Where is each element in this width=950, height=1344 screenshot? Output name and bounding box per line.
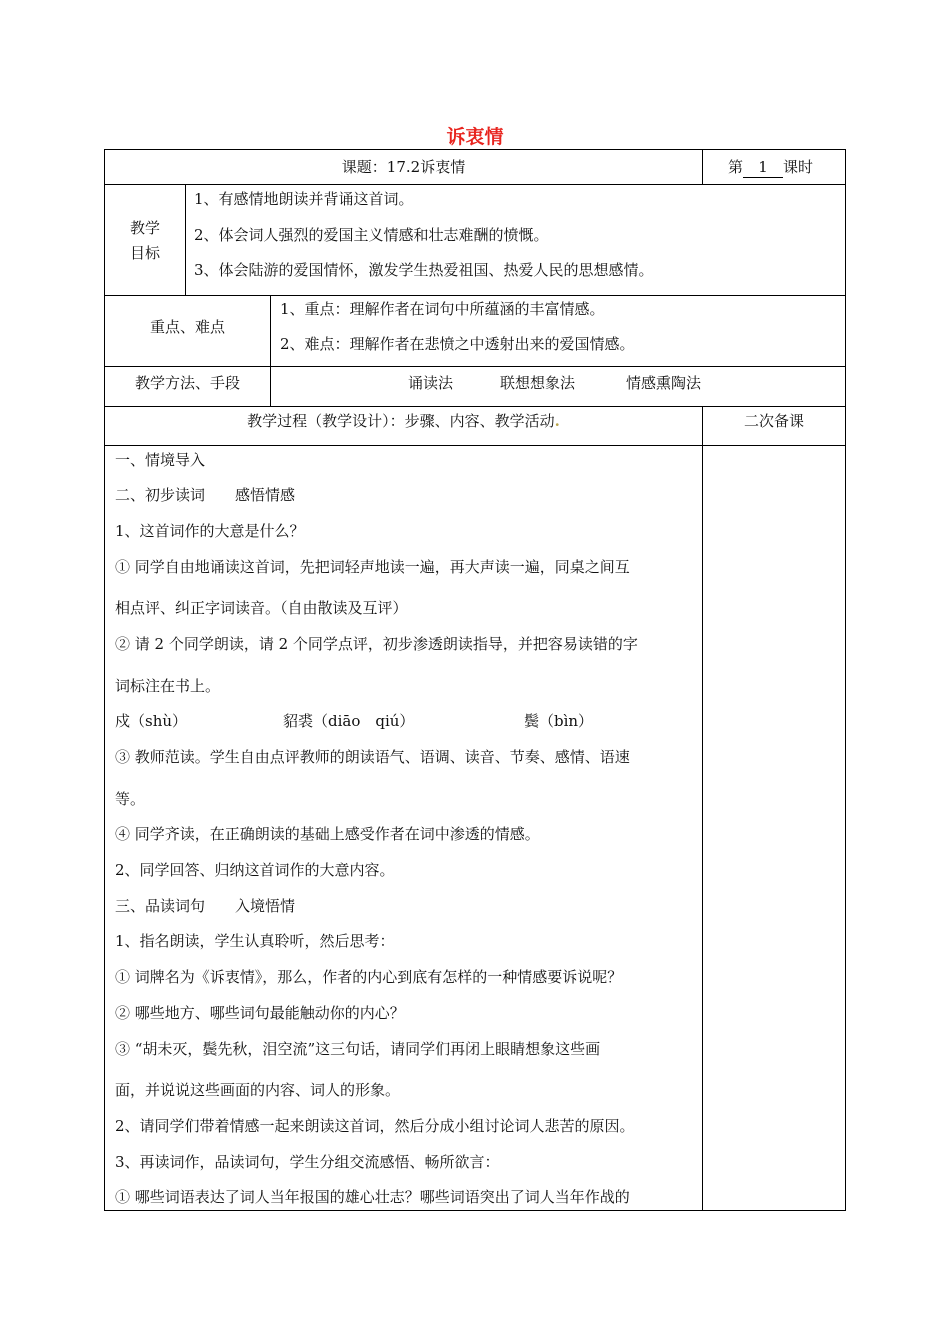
goals-label-line1: 教学 <box>129 219 160 237</box>
row-divider <box>104 406 846 407</box>
process-line: ③ “胡未灭，鬓先秋，泪空流”这三句话，请同学们再闭上眼睛想象这些画 <box>115 1040 601 1058</box>
column-divider <box>185 184 186 295</box>
methods-label: 教学方法、手段 <box>134 374 240 392</box>
process-line: ④ 同学齐读，在正确朗读的基础上感受作者在词中渗透的情感。 <box>115 825 540 843</box>
process-header: 教学过程（教学设计）：步骤、内容、教学活动. <box>247 412 560 430</box>
process-line: 3、再读词作，品读词句，学生分组交流感悟、畅所欲言： <box>115 1153 500 1171</box>
side-header: 二次备课 <box>743 412 804 430</box>
process-line: 等。 <box>115 790 146 808</box>
process-line: 二、初步读词 感悟情感 <box>115 486 296 504</box>
goals-label-line2: 目标 <box>129 244 160 262</box>
key-points-label: 重点、难点 <box>149 318 225 336</box>
process-line: 词标注在书上。 <box>115 677 221 695</box>
process-line: 1、这首词作的大意是什么？ <box>115 522 305 540</box>
process-line: ① 词牌名为《诉衷情》，那么，作者的内心到底有怎样的一种情感要诉说呢？ <box>115 968 623 986</box>
process-line: 相点评、纠正字词读音。（自由散读及互评） <box>115 599 408 617</box>
process-line: 一、情境导入 <box>115 451 206 469</box>
column-divider <box>702 149 703 184</box>
goal-item: 1、有感情地朗读并背诵这首词。 <box>194 190 414 208</box>
process-line: ② 请 2 个同学朗读，请 2 个同学点评，初步渗透朗读指导，并把容易读错的字 <box>115 635 638 653</box>
method-item: 联想想象法 <box>500 374 576 392</box>
key-point-item: 2、难点：理解作者在悲愤之中透射出来的爱国情感。 <box>280 335 635 353</box>
process-line: 面，并说说这些画面的内容、词人的形象。 <box>115 1081 401 1099</box>
process-line: ③ 教师范读。学生自由点评教师的朗读语气、语调、读音、节奏、感情、语速 <box>115 748 630 766</box>
process-line: ② 哪些地方、哪些词句最能触动你的内心？ <box>115 1004 405 1022</box>
goal-item: 3、体会陆游的爱国情怀，激发学生热爱祖国、热爱人民的思想感情。 <box>194 261 654 279</box>
process-line: 2、请同学们带着情感一起来朗读这首词，然后分成小组讨论词人悲苦的原因。 <box>115 1117 635 1135</box>
pinyin-item: 貂裘（diāo qiú） <box>283 712 415 730</box>
column-divider <box>270 295 271 406</box>
pinyin-item: 戍（shù） <box>115 712 188 730</box>
lesson-count <box>728 157 813 178</box>
mark-dot: . <box>554 412 560 430</box>
row-divider <box>104 184 846 185</box>
topic-label: 课题：17.2诉衷情 <box>341 158 466 176</box>
goal-item: 2、体会词人强烈的爱国主义情感和壮志难酬的愤慨。 <box>194 226 549 244</box>
process-line: ① 同学自由地诵读这首词，先把词轻声地读一遍，再大声读一遍，同桌之间互 <box>115 558 630 576</box>
lesson-number: 1 <box>743 157 783 178</box>
method-item: 情感熏陶法 <box>626 374 702 392</box>
method-item: 诵读法 <box>408 374 454 392</box>
pinyin-item: 鬓（bìn） <box>524 712 594 730</box>
document-title: 诉衷情 <box>446 126 504 148</box>
row-divider <box>104 366 846 367</box>
process-line: 2、同学回答、归纳这首词作的大意内容。 <box>115 861 395 879</box>
column-divider <box>702 406 703 1211</box>
process-line: 三、品读词句 入境悟情 <box>115 897 296 915</box>
row-divider <box>104 295 846 296</box>
process-line: 1、指名朗读，学生认真聆听，然后思考： <box>115 932 395 950</box>
key-point-item: 1、重点：理解作者在词句中所蕴涵的丰富情感。 <box>280 300 605 318</box>
row-divider <box>104 445 846 446</box>
process-line: ① 哪些词语表达了词人当年报国的雄心壮志？哪些词语突出了词人当年作战的 <box>115 1188 630 1206</box>
lesson-prefix: 第 <box>728 158 744 176</box>
lesson-suffix: 课时 <box>783 158 814 176</box>
